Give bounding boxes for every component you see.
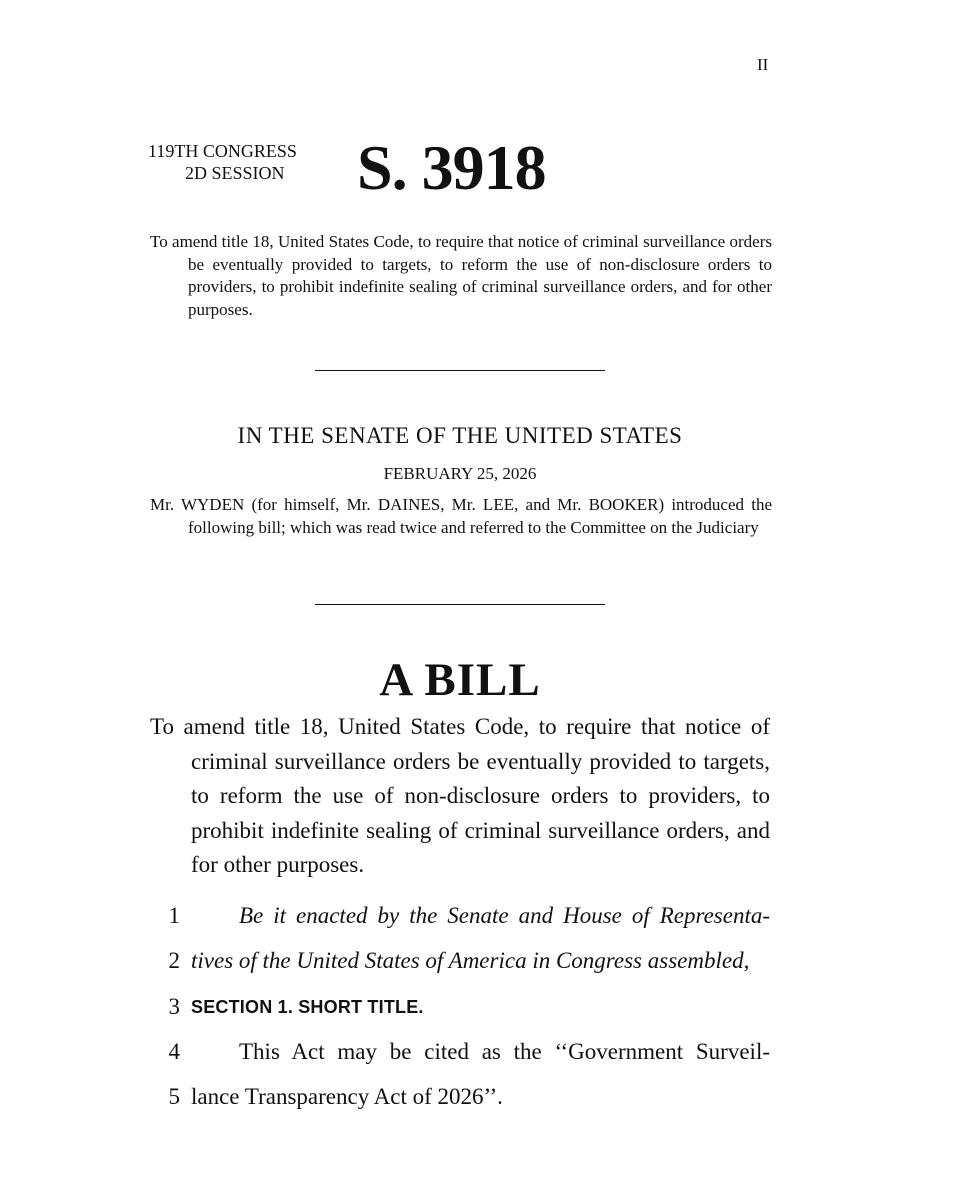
short-purpose: To amend title 18, United States Code, to require that notice of criminal surveillance orders be eventually provided to targets, to reform the use of non-disclosure orders to providers, to prohibit indefinite sealing of criminal surveillance orders, and for other purposes. bbox=[150, 232, 772, 319]
bill-number: S. 3918 bbox=[357, 132, 546, 203]
introduction-date: FEBRUARY 25, 2026 bbox=[383, 464, 537, 483]
divider-rule bbox=[315, 604, 605, 605]
line-number: 1 bbox=[168, 903, 180, 928]
bill-heading: A BILL bbox=[379, 654, 541, 706]
page-marker: II bbox=[757, 55, 769, 74]
bill-line bbox=[150, 990, 770, 1024]
bill-line bbox=[150, 1080, 770, 1114]
section-text-line: This Act may be cited as the ‘‘Government Surveil- bbox=[239, 1039, 770, 1064]
congress-label: 119TH CONGRESS bbox=[148, 141, 297, 161]
line-number: 3 bbox=[168, 994, 180, 1019]
line-number: 5 bbox=[168, 1084, 180, 1109]
enacting-clause-line: tives of the United States of America in Congress assembled, bbox=[191, 948, 750, 973]
bill-line bbox=[150, 1035, 770, 1069]
chamber-heading: IN THE SENATE OF THE UNITED STATES bbox=[237, 423, 683, 448]
session-label: 2D SESSION bbox=[185, 163, 285, 183]
bill-line bbox=[150, 944, 770, 978]
congress-session-block bbox=[148, 140, 297, 184]
line-number: 2 bbox=[168, 948, 180, 973]
section-heading: SECTION 1. SHORT TITLE. bbox=[191, 997, 424, 1017]
introduction-paragraph: Mr. WYDEN (for himself, Mr. DAINES, Mr. LEE, and Mr. BOOKER) introduced the following bill; which was read twice and referred to the Committee on the Judiciary bbox=[150, 495, 772, 537]
section-text-line: lance Transparency Act of 2026’’. bbox=[191, 1084, 503, 1109]
divider-rule bbox=[315, 370, 605, 371]
bill-line bbox=[150, 899, 770, 933]
line-number: 4 bbox=[168, 1039, 180, 1064]
enacting-clause-line: Be it enacted by the Senate and House of Representa- bbox=[239, 903, 770, 928]
long-purpose: To amend title 18, United States Code, to require that notice of criminal surveillance orders be eventually provided to targets, to reform the use of non-disclosure orders to providers, to prohibit indefinite sealing of criminal surveillance orders, and for other purposes. bbox=[150, 714, 770, 877]
